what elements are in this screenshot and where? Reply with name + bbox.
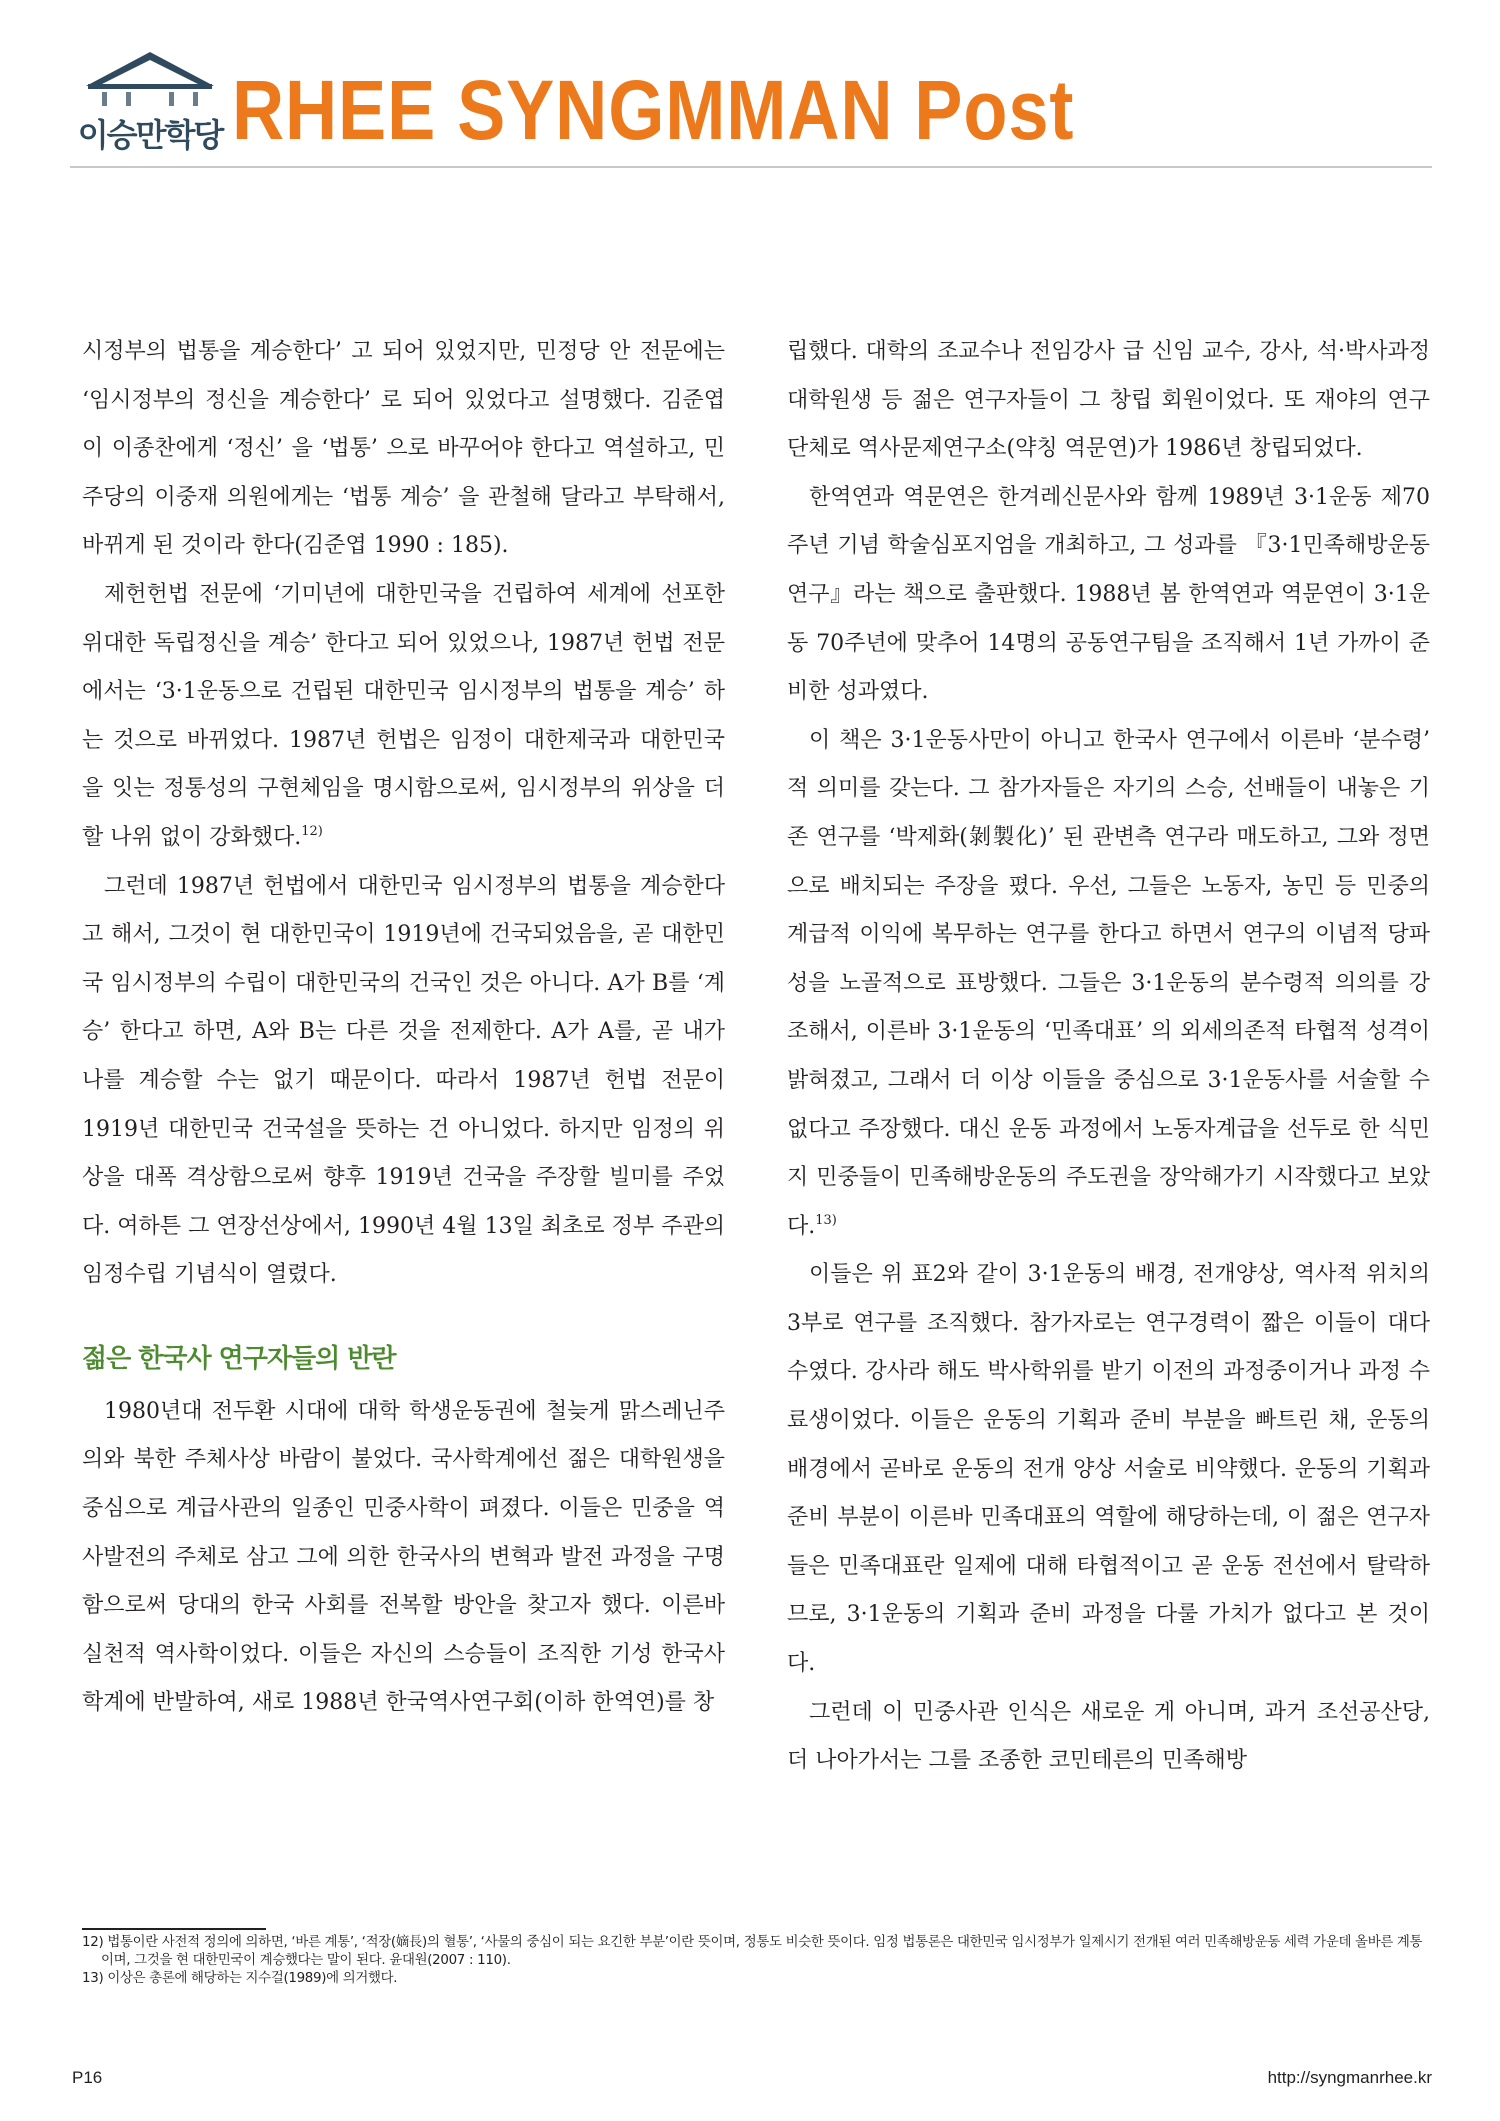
paragraph: 1980년대 전두환 시대에 대학 학생운동권에 철늦게 맑스레닌주의와 북한 주체사상 바람이 불었다. 국사학계에선 젊은 대학원생을 중심으로 계급사관의 일종인 민중사학이 펴졌다. 이들은 민중을 역사발전의 주체로 삼고 그에 의한 한국사의 변혁과 발전 과정을 구명함으로써 당대의 한국 사회를 전복할 방안을 찾고자 했다. 이른바 실천적 역사학이었다. 이들은 자신의 스승들이 조직한 기성 한국사학계에 반발하여, 새로 1988년 한국역사연구회(이하 한역연)를 창	[82, 1398, 725, 1716]
footnote-ref[interactable]: 12)	[301, 823, 323, 839]
site-url-link[interactable]: http://syngmanrhee.kr	[1267, 2068, 1432, 2087]
paragraph-text: 이 책은 3·1운동사만이 아니고 한국사 연구에서 이른바 ‘분수령’ 적 의미를 갖는다. 그 참가자들은 자기의 스승, 선배들이 내놓은 기존 연구를 ‘박제화(剝製化)’ 된 관변측 연구라 매도하고, 그와 정면으로 배치되는 주장을 폈다. 우선, 그들은 노동자, 농민 등 민중의 계급적 이익에 복무하는 연구를 한다고 하면서 연구의 이념적 당파성을 노골적으로 표방했다. 그들은 3·1운동의 분수령적 의의를 강조해서, 이른바 3·1운동의 ‘민족대표’ 의 외세의존적 타협적 성격이 밝혀졌고, 그래서 더 이상 이들을 중심으로 3·1운동사를 서술할 수 없다고 주장했다. 대신 운동 과정에서 노동자계급을 선두로 한 식민지 민중들이 민족해방운동의 주도권을 장악해가기 시작했다고 보았다.	[787, 727, 1430, 1239]
paragraph	[82, 571, 725, 863]
paragraph: 그런데 이 민중사관 인식은 새로운 게 아니며, 과거 조선공산당, 더 나아가서는 그를 조종한 코민테른의 민족해방	[787, 1699, 1430, 1774]
masthead	[70, 48, 1430, 170]
paragraph: 시정부의 법통을 계승한다’ 고 되어 있었지만, 민정당 안 전문에는 ‘임시정부의 정신을 계승한다’ 로 되어 있었다고 설명했다. 김준엽이 이종찬에게 ‘정신’ 을 ‘법통’ 으로 바꾸어야 한다고 역설하고, 민주당의 이중재 의원에게는 ‘법통 계승’ 을 관철해 달라고 부탁해서, 바뀌게 된 것이라 한다(김준엽 1990 : 185).	[82, 339, 725, 559]
logo[interactable]	[70, 48, 230, 168]
footnotes	[82, 1934, 1432, 1988]
header-divider	[70, 166, 1432, 168]
footnote-ref[interactable]: 13)	[815, 1212, 837, 1228]
paragraph	[787, 717, 1430, 1252]
paragraph-text: 제헌헌법 전문에 ‘기미년에 대한민국을 건립하여 세계에 선포한 위대한 독립정신을 계승’ 한다고 되어 있었으나, 1987년 헌법 전문에서는 ‘3·1운동으로 건립된 대한민국 임시정부의 법통을 계승’ 하는 것으로 바뀌었다. 1987년 헌법은 임정이 대한제국과 대한민국을 잇는 정통성의 구현체임을 명시함으로써, 임시정부의 위상을 더할 나위 없이 강화했다.	[82, 581, 725, 850]
logo-text: 이승만학당	[77, 116, 223, 154]
footnote-divider	[82, 1928, 266, 1930]
paragraph: 이들은 위 표2와 같이 3·1운동의 배경, 전개양상, 역사적 위치의 3부로 연구를 조직했다. 참가자로는 연구경력이 짧은 이들이 대다수였다. 강사라 해도 박사학위를 받기 이전의 과정중이거나 과정 수료생이었다. 이들은 운동의 기획과 준비 부분을 빠트린 채, 운동의 배경에서 곧바로 운동의 전개 양상 서술로 비약했다. 운동의 기획과 준비 부분이 이른바 민족대표의 역할에 해당하는데, 이 젊은 연구자들은 민족대표란 일제에 대해 타협적이고 곧 운동 전선에서 탈락하므로, 3·1운동의 기획과 준비 과정을 다룰 가치가 없다고 본 것이다.	[787, 1262, 1430, 1677]
page-number: P16	[72, 2068, 103, 2087]
section-heading: 젊은 한국사 연구자들의 반란	[82, 1343, 396, 1374]
left-column	[82, 328, 725, 1728]
paragraph: 한역연과 역문연은 한겨레신문사와 함께 1989년 3·1운동 제70주년 기념 학술심포지엄을 개최하고, 그 성과를 『3·1민족해방운동연구』라는 책으로 출판했다. 1988년 봄 한역연과 역문연이 3·1운동 70주년에 맞추어 14명의 공동연구팀을 조직해서 1년 가까이 준비한 성과였다.	[787, 484, 1430, 705]
footnote-13: 13) 이상은 총론에 해당하는 지수걸(1989)에 의거했다.	[82, 1971, 398, 1986]
hall-roof-icon	[78, 48, 222, 110]
paragraph: 그런데 1987년 헌법에서 대한민국 임시정부의 법통을 계승한다고 해서, 그것이 현 대한민국이 1919년에 건국되었음을, 곧 대한민국 임시정부의 수립이 대한민국의 건국인 것은 아니다. A가 B를 ‘계승’ 한다고 하면, A와 B는 다른 것을 전제한다. A가 A를, 곧 내가 나를 계승할 수는 없기 때문이다. 따라서 1987년 헌법 전문이 1919년 대한민국 건국설을 뜻하는 건 아니었다. 하지만 임정의 위상을 대폭 격상함으로써 향후 1919년 건국을 주장할 빌미를 주었다. 여하튼 그 연장선상에서, 1990년 4월 13일 최초로 정부 주관의 임정수립 기념식이 열렸다.	[82, 873, 725, 1288]
right-column	[787, 328, 1430, 1786]
paragraph: 립했다. 대학의 조교수나 전임강사 급 신임 교수, 강사, 석·박사과정 대학원생 등 젊은 연구자들이 그 창립 회원이었다. 또 재야의 연구단체로 역사문제연구소(약칭 역문연)가 1986년 창립되었다.	[787, 339, 1430, 462]
publication-title: RHEE SYNGMMAN Post	[232, 63, 1075, 157]
footnote-12: 12) 법통이란 사전적 정의에 의하면, ‘바른 계통’, ‘적장(嫡長)의 혈통’, ‘사물의 중심이 되는 요긴한 부분’이란 뜻이며, 정통도 비슷한 뜻이다. 임정 법통론은 대한민국 임시정부가 일제시기 전개된 여러 민족해방운동 세력 가운데 올바른 계통이며, 그것을 현 대한민국이 계승했다는 말이 된다. 윤대원(2007 : 110).	[82, 1935, 1423, 1968]
